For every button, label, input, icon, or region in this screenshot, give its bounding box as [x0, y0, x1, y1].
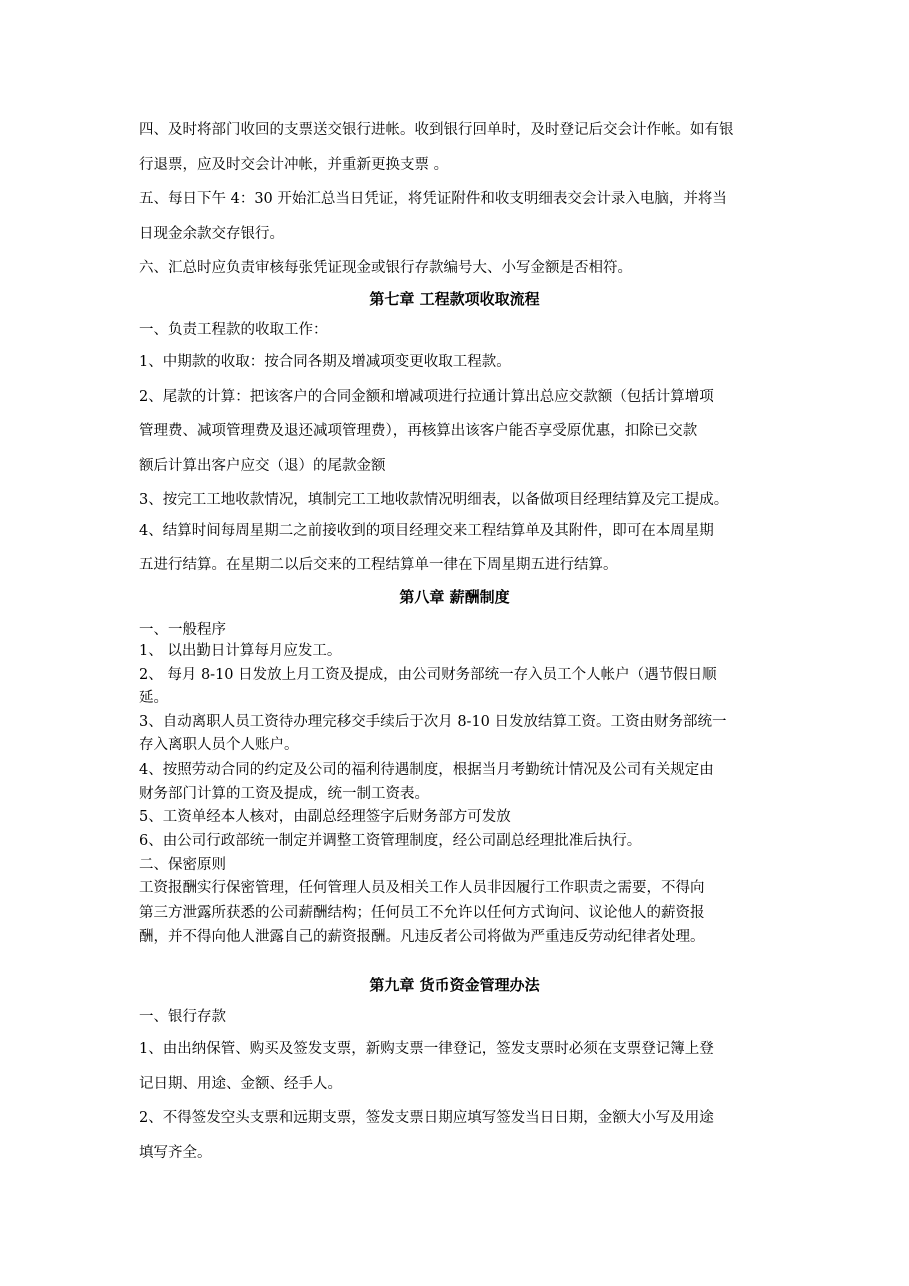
ch7-item2-line2: 管理费、减项管理费及退还减项管理费），再核算出该客户能否享受原优惠，扣除已交款 [139, 423, 698, 439]
ch8-paragraph-line2: 第三方泄露所获悉的公司薪酬结构；任何员工不允许以任何方式询问、议论他人的薪资报 [139, 905, 705, 921]
ch9-item2-line2: 填写齐全。 [139, 1145, 212, 1161]
ch7-item1: 1、中期款的收取：按合同各期及增减项变更收取工程款。 [139, 354, 511, 370]
chapter8-title: 第八章 薪酬制度 [399, 588, 510, 606]
ch8-item4-line1: 4、按照劳动合同的约定及公司的福利待遇制度，根据当月考勤统计情况及公司有关规定由 [139, 762, 714, 778]
ch7-item2-line1: 2、尾款的计算：把该客户的合同金额和增减项进行拉通计算出总应交款额（包括计算增项 [139, 389, 714, 405]
ch6-item6: 六、汇总时应负责审核每张凭证现金或银行存款编号大、小写金额是否相符。 [139, 260, 632, 276]
ch8-item1: 1、 以出勤日计算每月应发工。 [139, 643, 342, 659]
ch8-item5: 5、工资单经本人核对，由副总经理签字后财务部方可发放 [139, 809, 511, 825]
ch9-item1-line2: 记日期、用途、金额、经手人。 [139, 1076, 342, 1092]
ch7-section1-heading: 一、负责工程款的收取工作： [139, 322, 328, 338]
ch7-item4-line1: 4、结算时间每周星期二之前接收到的项目经理交来工程结算单及其附件，即可在本周星期 [139, 523, 714, 539]
ch6-item5-line2: 日现金余款交存银行。 [139, 226, 284, 242]
ch7-item2-line3: 额后计算出客户应交（退）的尾款金额 [139, 458, 386, 474]
ch6-item5-line1: 五、每日下午 4：30 开始汇总当日凭证，将凭证附件和收支明细表交会计录入电脑，并将当 [139, 191, 727, 207]
ch8-paragraph-line1: 工资报酬实行保密管理，任何管理人员及相关工作人员非因履行工作职责之需要，不得向 [139, 880, 705, 896]
ch8-item3-line1: 3、自动离职人员工资待办理完移交手续后于次月 8-10 日发放结算工资。工资由财务部统一 [139, 714, 727, 730]
ch7-item4-line2: 五进行结算。在星期二以后交来的工程结算单一律在下周星期五进行结算。 [139, 557, 618, 573]
ch9-section1-heading: 一、银行存款 [139, 1009, 226, 1025]
ch6-item4-line2: 行退票，应及时交会计冲帐，并重新更换支票 。 [139, 157, 449, 173]
ch6-item4-line1: 四、及时将部门收回的支票送交银行进帐。收到银行回单时，及时登记后交会计作帐。如有银 [139, 122, 734, 138]
chapter7-title: 第七章 工程款项收取流程 [369, 290, 540, 308]
ch9-item1-line1: 1、由出纳保管、购买及签发支票，新购支票一律登记，签发支票时必须在支票登记簿上登 [139, 1041, 714, 1057]
ch8-section1-heading: 一、一般程序 [139, 622, 226, 638]
ch9-item2-line1: 2、不得签发空头支票和远期支票，签发支票日期应填写签发当日日期，金额大小写及用途 [139, 1110, 714, 1126]
ch7-item3: 3、按完工工地收款情况，填制完工工地收款情况明细表，以备做项目经理结算及完工提成。 [139, 492, 729, 508]
ch8-item2-line1: 2、 每月 8-10 日发放上月工资及提成，由公司财务部统一存入员工个人帐户（遇节假日顺 [139, 667, 717, 683]
ch8-item3-line2: 存入离职人员个人账户。 [139, 737, 299, 753]
ch8-paragraph-line3: 酬，并不得向他人泄露自己的薪资报酬。凡违反者公司将做为严重违反劳动纪律者处理。 [139, 929, 705, 945]
ch8-item4-line2: 财务部门计算的工资及提成，统一制工资表。 [139, 786, 429, 802]
ch8-item2-line2: 延。 [139, 690, 168, 706]
chapter9-title: 第九章 货币资金管理办法 [369, 976, 540, 994]
ch8-section2-heading: 二、保密原则 [139, 857, 226, 873]
ch8-item6: 6、由公司行政部统一制定并调整工资管理制度，经公司副总经理批准后执行。 [139, 833, 642, 849]
